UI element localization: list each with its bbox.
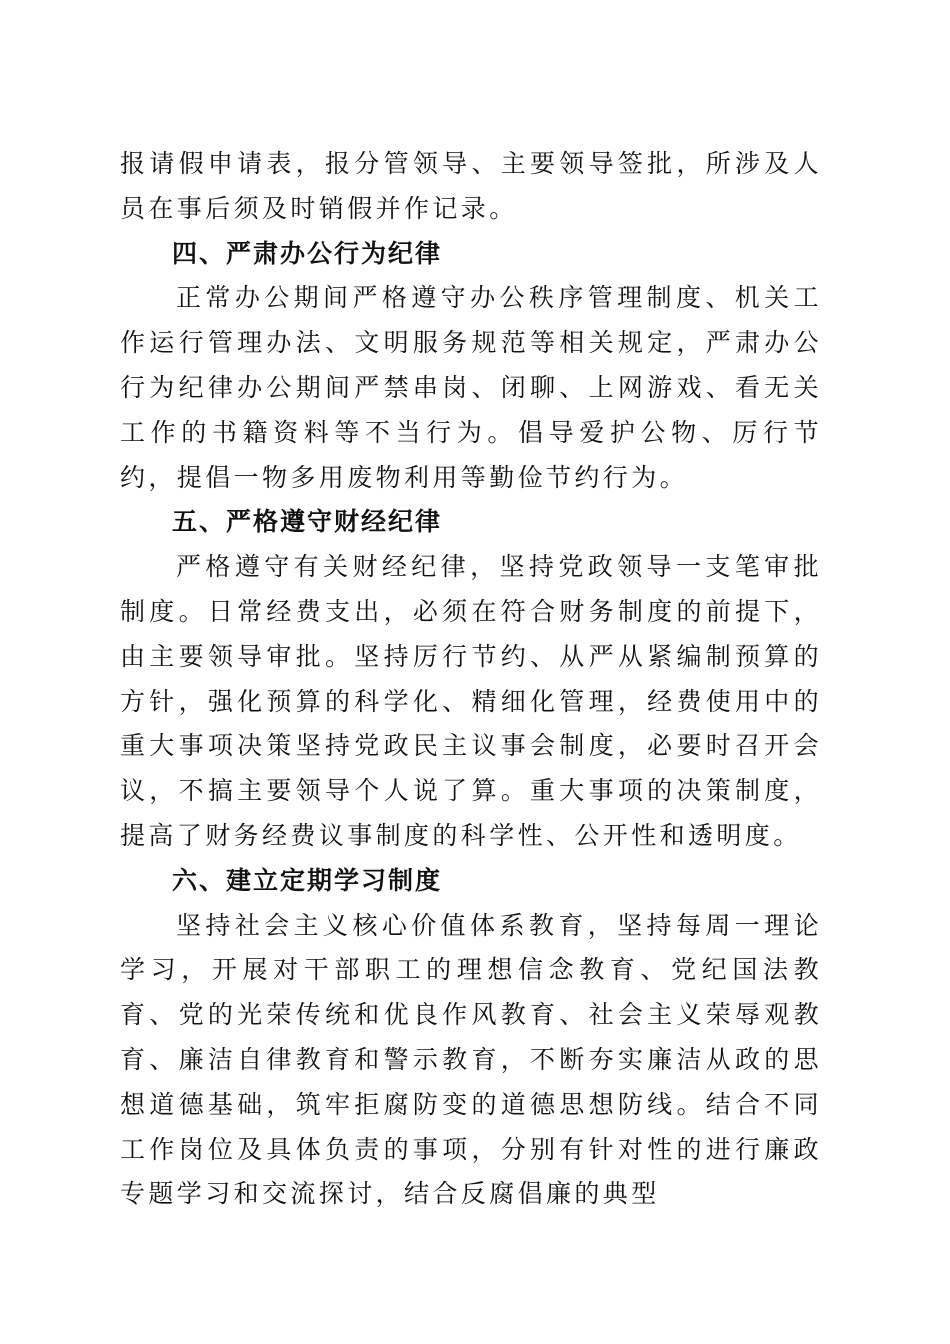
document-body <box>120 142 822 1217</box>
heading-office-conduct: 四、严肃办公行为纪律 <box>172 238 443 268</box>
paragraph-financial-discipline: 严格遵守有关财经纪律，坚持党政领导一支笔审批制度。日常经费支出，必须在符合财务制度的前提下，由主要领导审批。坚持厉行节约、从严从紧编制预算的方针，强化预算的科学化、精细化管理，经费使用中的重大事项决策坚持党政民主议事会制度，必要时召开会议，不搞主要领导个人说了算。重大事项的决策制度，提高了财务经费议事制度的科学性、公开性和透明度。 <box>120 552 822 850</box>
heading-regular-study: 六、建立定期学习制度 <box>172 865 443 895</box>
paragraph-leave-procedure: 报请假申请表，报分管领导、主要领导签批，所涉及人员在事后须及时销假并作记录。 <box>120 149 822 223</box>
heading-financial-discipline: 五、严格遵守财经纪律 <box>172 507 443 537</box>
paragraph-regular-study: 坚持社会主义核心价值体系教育，坚持每周一理论学习，开展对干部职工的理想信念教育、党纪国法教育、党的光荣传统和优良作风教育、社会主义荣辱观教育、廉洁自律教育和警示教育，不断夯实廉洁从政的思想道德基础，筑牢拒腐防变的道德思想防线。结合不同工作岗位及具体负责的事项，分别有针对性的进行廉政专题学习和交流探讨，结合反腐倡廉的典型 <box>120 910 822 1209</box>
paragraph-office-conduct: 正常办公期间严格遵守办公秩序管理制度、机关工作运行管理办法、文明服务规范等相关规定，严肃办公行为纪律办公期间严禁串岗、闭聊、上网游戏、看无关工作的书籍资料等不当行为。倡导爱护公物、厉行节约，提倡一物多用废物利用等勤俭节约行为。 <box>120 283 822 492</box>
